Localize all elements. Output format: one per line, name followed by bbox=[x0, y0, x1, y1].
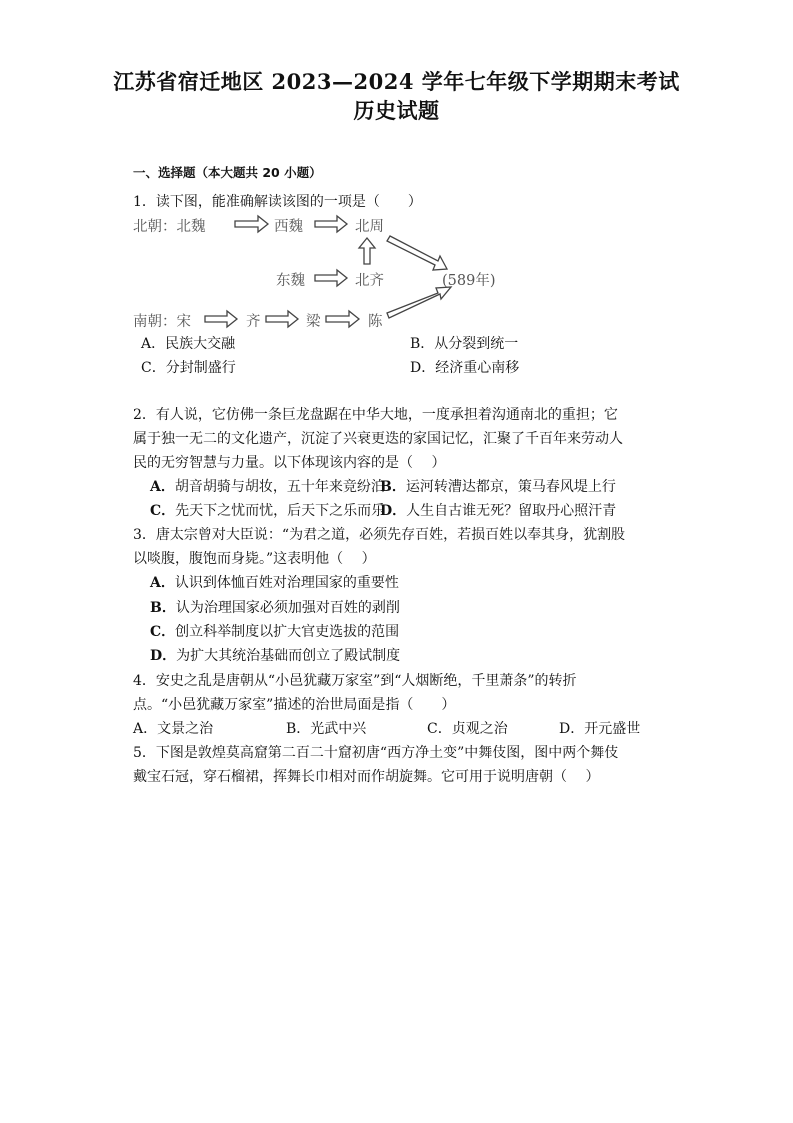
q2-option-c-text: 先天下之忧而忧，后天下之乐而乐 bbox=[175, 503, 386, 519]
q3-option-b bbox=[150, 597, 400, 617]
arrow-qi-liang bbox=[266, 311, 298, 327]
q3-option-d-label: D． bbox=[150, 648, 177, 664]
q1-option-b: B．从分裂到统一 bbox=[410, 336, 519, 352]
section-heading: 一、选择题（本大题共 20 小题） bbox=[133, 165, 322, 180]
q3-stem-line2: 以啖腹，腹饱而身毙。”这表明他（ ） bbox=[133, 551, 376, 567]
q1-option-d: D．经济重心南移 bbox=[410, 360, 520, 376]
q5-stem-line1: 5．下图是敦煌莫高窟第二百二十窟初唐“西方净土变”中舞伎图，图中两个舞伎 bbox=[133, 745, 619, 761]
arrow-xiwei-beizhou bbox=[315, 216, 347, 232]
q2-option-b-text: 运河转漕达都京，策马春风堤上行 bbox=[405, 479, 616, 495]
q2-stem-line1: 2．有人说，它仿佛一条巨龙盘踞在中华大地，一度承担着沟通南北的重担；它 bbox=[133, 407, 618, 423]
exam-title-line1: 江苏省宿迁地区 2023—2024 学年七年级下学期期末考试 bbox=[113, 69, 680, 94]
q2-option-b bbox=[380, 476, 616, 496]
diagram-chen: 陈 bbox=[368, 314, 383, 330]
exam-title-line2: 历史试题 bbox=[353, 98, 440, 123]
q2-option-b-label: B． bbox=[380, 479, 406, 495]
diagram-year: (589年) bbox=[442, 273, 496, 289]
q3-option-b-label: B． bbox=[150, 600, 176, 616]
q3-option-c-label: C． bbox=[150, 624, 176, 640]
q2-option-c bbox=[150, 500, 385, 520]
q4-stem-line1: 4．安史之乱是唐朝从“小邑犹藏万家室”到“人烟断绝，千里萧条”的转折 bbox=[133, 673, 577, 689]
arrow-chen-589 bbox=[387, 287, 451, 318]
q1-stem: 1．读下图，能准确解读该图的一项是（ ） bbox=[133, 194, 422, 210]
q4-option-b: B．光武中兴 bbox=[286, 721, 367, 737]
q3-option-a-text: 认识到体恤百姓对治理国家的重要性 bbox=[174, 575, 399, 591]
diagram-liang: 梁 bbox=[306, 314, 321, 330]
q3-option-a-label: A． bbox=[150, 575, 175, 591]
diagram-beiqi: 北齐 bbox=[355, 273, 384, 289]
arrow-dongwei-beiqi bbox=[315, 270, 347, 286]
q2-option-d bbox=[380, 500, 616, 520]
q3-option-c-text: 创立科举制度以扩大官吏选拔的范围 bbox=[175, 624, 400, 640]
q2-option-d-text: 人生自古谁无死？留取丹心照汗青 bbox=[406, 503, 617, 519]
q4-option-d: D．开元盛世 bbox=[559, 721, 641, 737]
diagram-qi: 齐 bbox=[246, 314, 261, 330]
q3-option-a bbox=[150, 572, 399, 592]
diagram-south-label: 南朝：宋 bbox=[133, 314, 191, 330]
q3-option-b-text: 认为治理国家必须加强对百姓的剥削 bbox=[175, 600, 400, 616]
diagram-north-label: 北朝：北魏 bbox=[133, 219, 206, 235]
q3-option-d-text: 为扩大其统治基础而创立了殿试制度 bbox=[176, 648, 401, 664]
q4-stem-line2: 点。“小邑犹藏万家室”描述的治世局面是指（ ） bbox=[133, 697, 456, 713]
q3-option-c bbox=[150, 621, 399, 641]
q1-option-c: C．分封制盛行 bbox=[141, 360, 236, 376]
arrow-liang-chen bbox=[326, 311, 359, 327]
q4-option-a: A．文景之治 bbox=[133, 721, 214, 737]
q4-option-c: C．贞观之治 bbox=[427, 721, 508, 737]
q5-stem-line2: 戴宝石冠，穿石榴裙，挥舞长巾相对而作胡旋舞。它可用于说明唐朝（ ） bbox=[133, 769, 600, 785]
diagram-xiwei: 西魏 bbox=[274, 219, 303, 235]
q2-option-a-text: 胡音胡骑与胡妆，五十年来竞纷泊 bbox=[174, 479, 385, 495]
q2-stem-line3: 民的无穷智慧与力量。以下体现该内容的是（ ） bbox=[133, 455, 446, 471]
q2-option-a bbox=[150, 476, 385, 496]
q3-stem-line1: 3．唐太宗曾对大臣说：“为君之道，必须先存百姓，若损百姓以奉其身，犹割股 bbox=[133, 527, 626, 543]
q3-option-d bbox=[150, 645, 400, 665]
diagram-beizhou: 北周 bbox=[355, 219, 384, 235]
diagram-dongwei: 东魏 bbox=[276, 273, 305, 289]
arrow-song-qi bbox=[205, 311, 237, 327]
arrow-beizhou-589 bbox=[387, 236, 447, 270]
q2-option-c-label: C． bbox=[150, 503, 176, 519]
q1-option-a: A．民族大交融 bbox=[141, 336, 236, 352]
q2-stem-line2: 属于独一无二的文化遗产，沉淀了兴衰更迭的家国记忆，汇聚了千百年来劳动人 bbox=[133, 431, 623, 447]
arrow-beiqi-beizhou bbox=[359, 238, 375, 264]
arrow-beiwei-xiwei bbox=[235, 216, 268, 232]
q2-option-a-label: A． bbox=[150, 479, 175, 495]
q2-option-d-label: D． bbox=[380, 503, 407, 519]
